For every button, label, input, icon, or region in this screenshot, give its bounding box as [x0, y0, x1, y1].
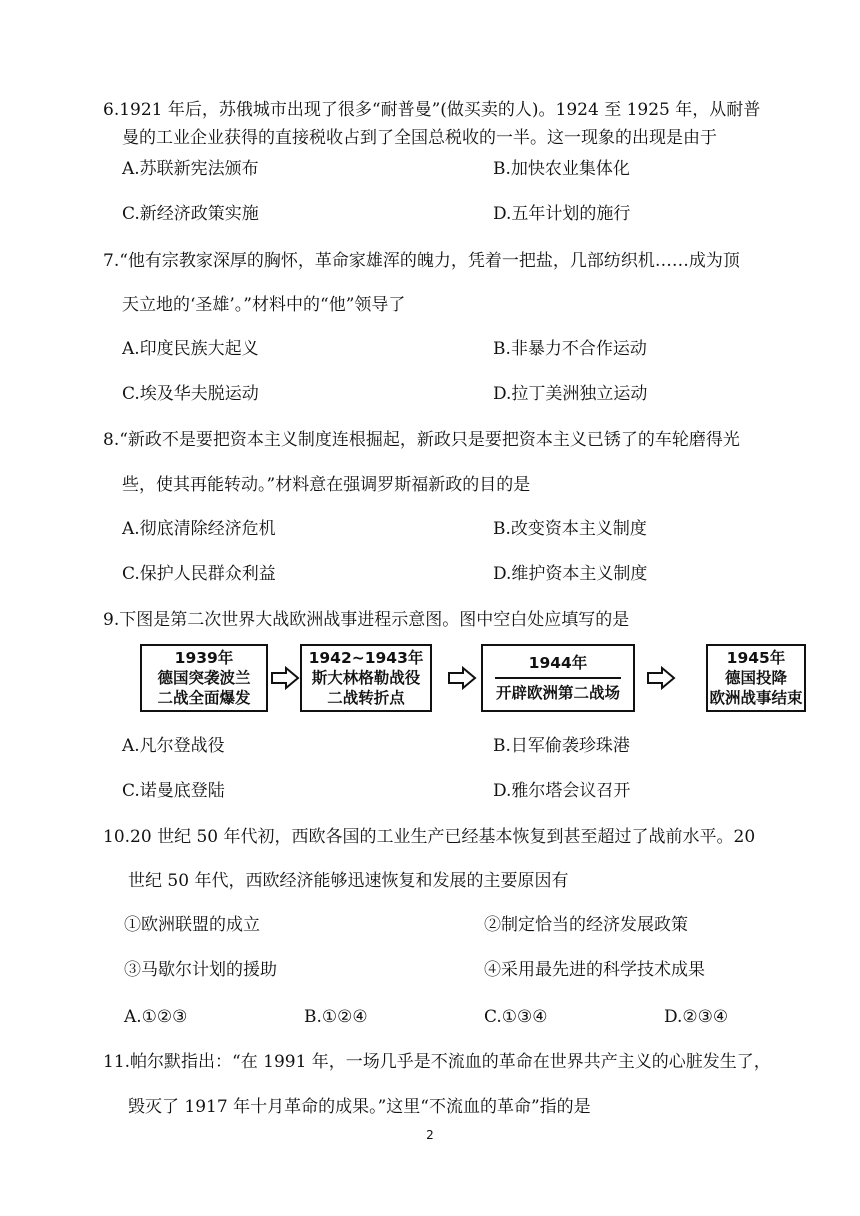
box3-blank	[495, 673, 621, 679]
q8-option-b: B.改变资本主义制度	[493, 519, 647, 539]
q8-option-c: C.保护人民群众利益	[122, 564, 276, 584]
q6-option-a: A.苏联新宪法颁布	[122, 159, 259, 179]
box2-note: 二战转折点	[327, 689, 405, 707]
page-number: 2	[426, 1128, 434, 1142]
q10-option-a: A.①②③	[124, 1007, 188, 1027]
q7-option-b: B.非暴力不合作运动	[493, 339, 647, 359]
q9-option-a: A.凡尔登战役	[122, 736, 225, 756]
q8-option-d: D.维护资本主义制度	[493, 564, 648, 584]
flow-box-1939	[140, 644, 268, 712]
flow-box-1944	[481, 644, 635, 712]
q7-option-d: D.拉丁美洲独立运动	[493, 384, 648, 404]
q10-option-d: D.②③④	[664, 1007, 729, 1027]
flow-box-1945	[706, 644, 806, 712]
q6-option-d: D.五年计划的施行	[493, 204, 631, 224]
q10-item-1: ①欧洲联盟的成立	[124, 915, 260, 935]
box2-event: 斯大林格勒战役	[311, 669, 421, 687]
q10-item-2: ②制定恰当的经济发展政策	[484, 915, 688, 935]
box3-year: 1944年	[528, 654, 588, 672]
q10-stem-line1: 10.20 世纪 50 年代初，西欧各国的工业生产已经基本恢复到甚至超过了战前水平。20	[103, 827, 756, 847]
box4-event: 德国投降	[724, 669, 787, 687]
q10-option-b: B.①②④	[304, 1007, 368, 1027]
q6-option-c: C.新经济政策实施	[122, 204, 259, 224]
box1-note: 二战全面爆发	[157, 689, 251, 707]
q7-stem-line2: 天立地的‘圣雄’。”材料中的“他”领导了	[122, 295, 406, 315]
q10-option-c: C.①③④	[484, 1007, 548, 1027]
q9-stem-line1: 9.下图是第二次世界大战欧洲战事进程示意图。图中空白处应填写的是	[103, 610, 630, 630]
box2-year: 1942~1943年	[308, 649, 424, 667]
q10-item-4: ④采用最先进的科学技术成果	[484, 960, 705, 980]
arrow-right-icon	[646, 666, 676, 690]
ww2-europe-flow-diagram	[140, 644, 806, 720]
q7-stem-line1: 7.“他有宗教家深厚的胸怀，革命家雄浑的魄力，凭着一把盐，几部纺织机……成为顶	[103, 251, 740, 271]
arrow-right-icon	[270, 666, 300, 690]
q7-option-c: C.埃及华夫脱运动	[122, 384, 259, 404]
q9-option-c: C.诺曼底登陆	[122, 781, 225, 801]
arrow-right-icon	[447, 666, 477, 690]
q10-item-3: ③马歇尔计划的援助	[124, 960, 277, 980]
box4-note: 欧洲战事结束	[709, 689, 803, 707]
flow-box-1942-1943	[300, 644, 432, 712]
q11-stem-line1: 11.帕尔默指出：“在 1991 年，一场几乎是不流血的革命在世界共产主义的心脏发生了，	[103, 1052, 771, 1072]
q9-option-b: B.日军偷袭珍珠港	[493, 736, 630, 756]
q6-option-b: B.加快农业集体化	[493, 159, 630, 179]
q6-stem-line1: 6.1921 年后，苏俄城市出现了很多“耐普曼”(做买卖的人)。1924 至 1925 年，从耐普	[103, 100, 761, 120]
box1-year: 1939年	[174, 649, 234, 667]
box3-note: 开辟欧洲第二战场	[495, 684, 620, 702]
q9-option-d: D.雅尔塔会议召开	[493, 781, 631, 801]
q8-option-a: A.彻底清除经济危机	[122, 519, 276, 539]
q6-stem-line2: 曼的工业企业获得的直接税收占到了全国总税收的一半。这一现象的出现是由于	[122, 128, 717, 148]
q10-stem-line2: 世纪 50 年代，西欧经济能够迅速恢复和发展的主要原因有	[128, 871, 569, 891]
box1-event: 德国突袭波兰	[157, 669, 251, 687]
q8-stem-line2: 些，使其再能转动。”材料意在强调罗斯福新政的目的是	[122, 475, 531, 495]
q8-stem-line1: 8.“新政不是要把资本主义制度连根掘起，新政只是要把资本主义已锈了的车轮磨得光	[103, 430, 740, 450]
q7-option-a: A.印度民族大起义	[122, 339, 259, 359]
q11-stem-line2: 毁灭了 1917 年十月革命的成果。”这里“不流血的革命”指的是	[128, 1097, 591, 1117]
box4-year: 1945年	[726, 649, 786, 667]
